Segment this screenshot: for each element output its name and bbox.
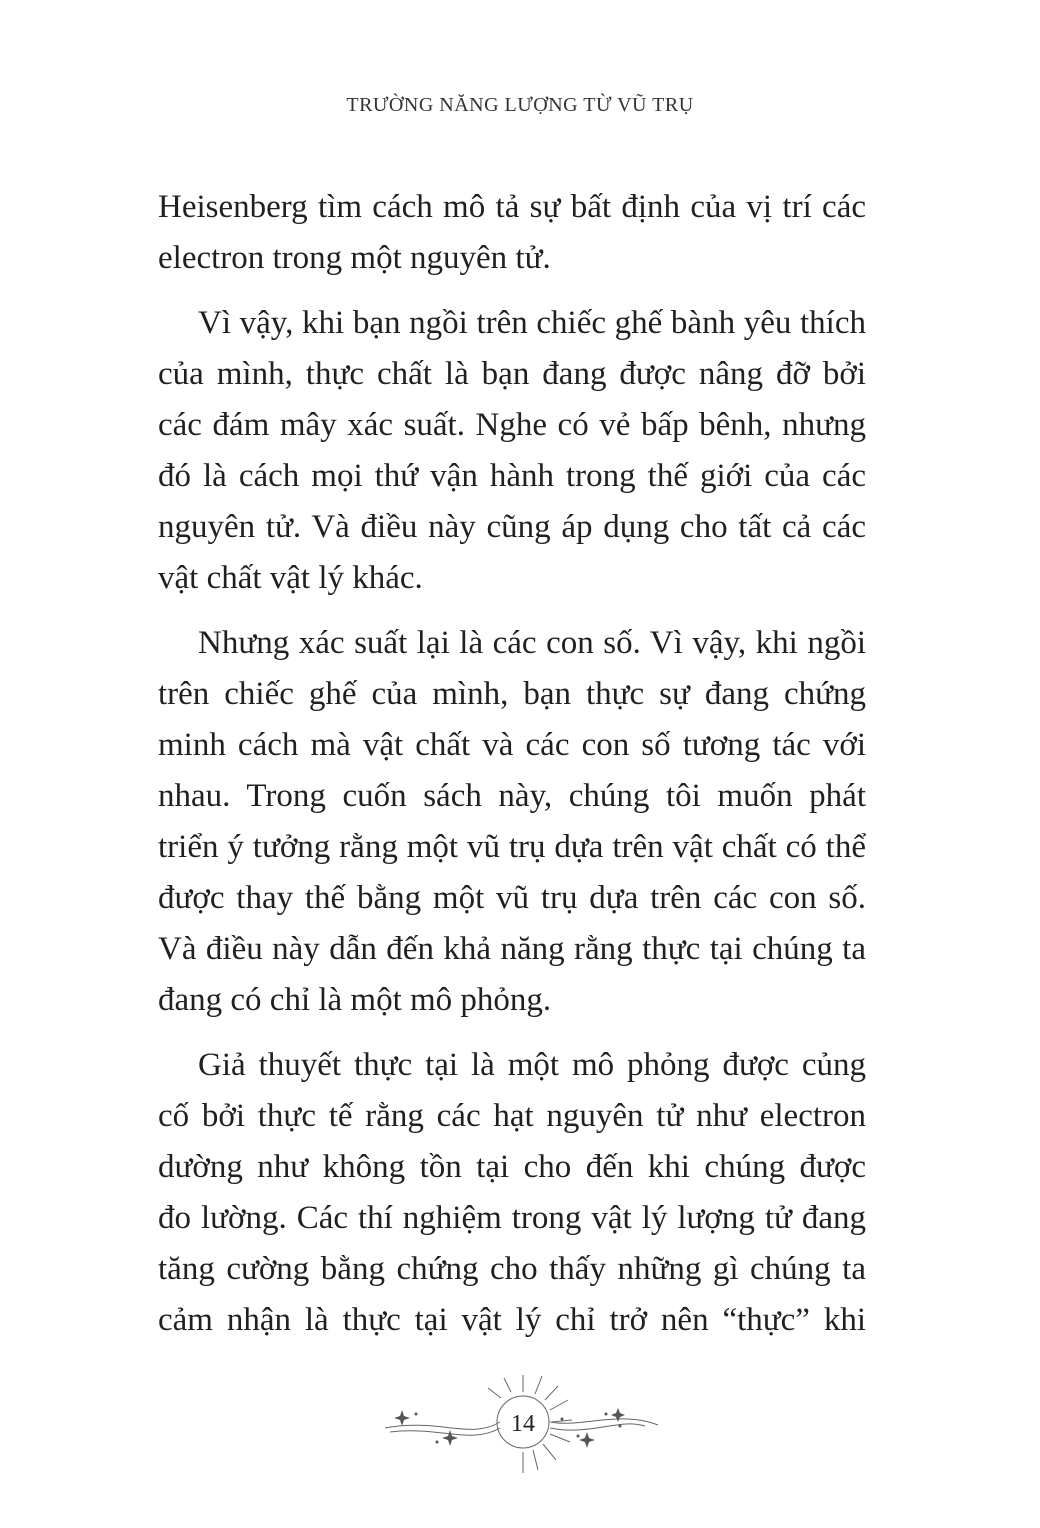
text-line: dường như không tồn tại cho đến khi chúng được: [158, 1149, 866, 1185]
text-line: cảm nhận là thực tại vật lý chỉ trở nên “thực” khi: [158, 1302, 866, 1338]
text-line: Heisenberg tìm cách mô tả sự bất định của vị trí các: [158, 189, 866, 225]
running-head: TRƯỜNG NĂNG LƯỢNG TỪ VŨ TRỤ: [346, 94, 694, 116]
text-line: cố bởi thực tế rằng các hạt nguyên tử như electron: [158, 1098, 866, 1134]
text-line: của mình, thực chất là bạn đang được nâng đỡ bởi: [158, 356, 866, 392]
text-line: đo lường. Các thí nghiệm trong vật lý lượng tử đang: [158, 1200, 866, 1236]
text-line: đang có chỉ là một mô phỏng.: [158, 982, 552, 1018]
text-line: nhau. Trong cuốn sách này, chúng tôi muốn phát: [158, 778, 866, 814]
page-number: 14: [511, 1411, 535, 1437]
text-line: Nhưng xác suất lại là các con số. Vì vậy, khi ngồi: [198, 625, 866, 661]
paragraph: [158, 182, 866, 284]
body-text: [158, 182, 866, 1360]
text-line: tăng cường bằng chứng cho thấy những gì chúng ta: [158, 1251, 866, 1287]
page-footer: [380, 1370, 670, 1480]
text-line: các đám mây xác suất. Nghe có vẻ bấp bênh, nhưng: [158, 407, 866, 443]
text-line: được thay thế bằng một vũ trụ dựa trên các con số.: [158, 880, 866, 916]
text-line: Và điều này dẫn đến khả năng rằng thực tại chúng ta: [158, 931, 866, 967]
paragraph: [158, 1040, 866, 1346]
text-line: vật chất vật lý khác.: [158, 560, 423, 596]
text-line: đó là cách mọi thứ vận hành trong thế giới của các: [158, 458, 866, 494]
text-line: Giả thuyết thực tại là một mô phỏng được củng: [198, 1047, 866, 1083]
text-line: electron trong một nguyên tử.: [158, 240, 551, 276]
paragraph: [158, 618, 866, 1026]
text-line: triển ý tưởng rằng một vũ trụ dựa trên vật chất có thể: [158, 829, 866, 865]
text-line: nguyên tử. Và điều này cũng áp dụng cho tất cả các: [158, 509, 866, 545]
paragraph: [158, 298, 866, 604]
text-line: Vì vậy, khi bạn ngồi trên chiếc ghế bành yêu thích: [198, 305, 866, 341]
text-line: minh cách mà vật chất và các con số tương tác với: [158, 727, 866, 763]
text-line: trên chiếc ghế của mình, bạn thực sự đang chứng: [158, 676, 866, 712]
